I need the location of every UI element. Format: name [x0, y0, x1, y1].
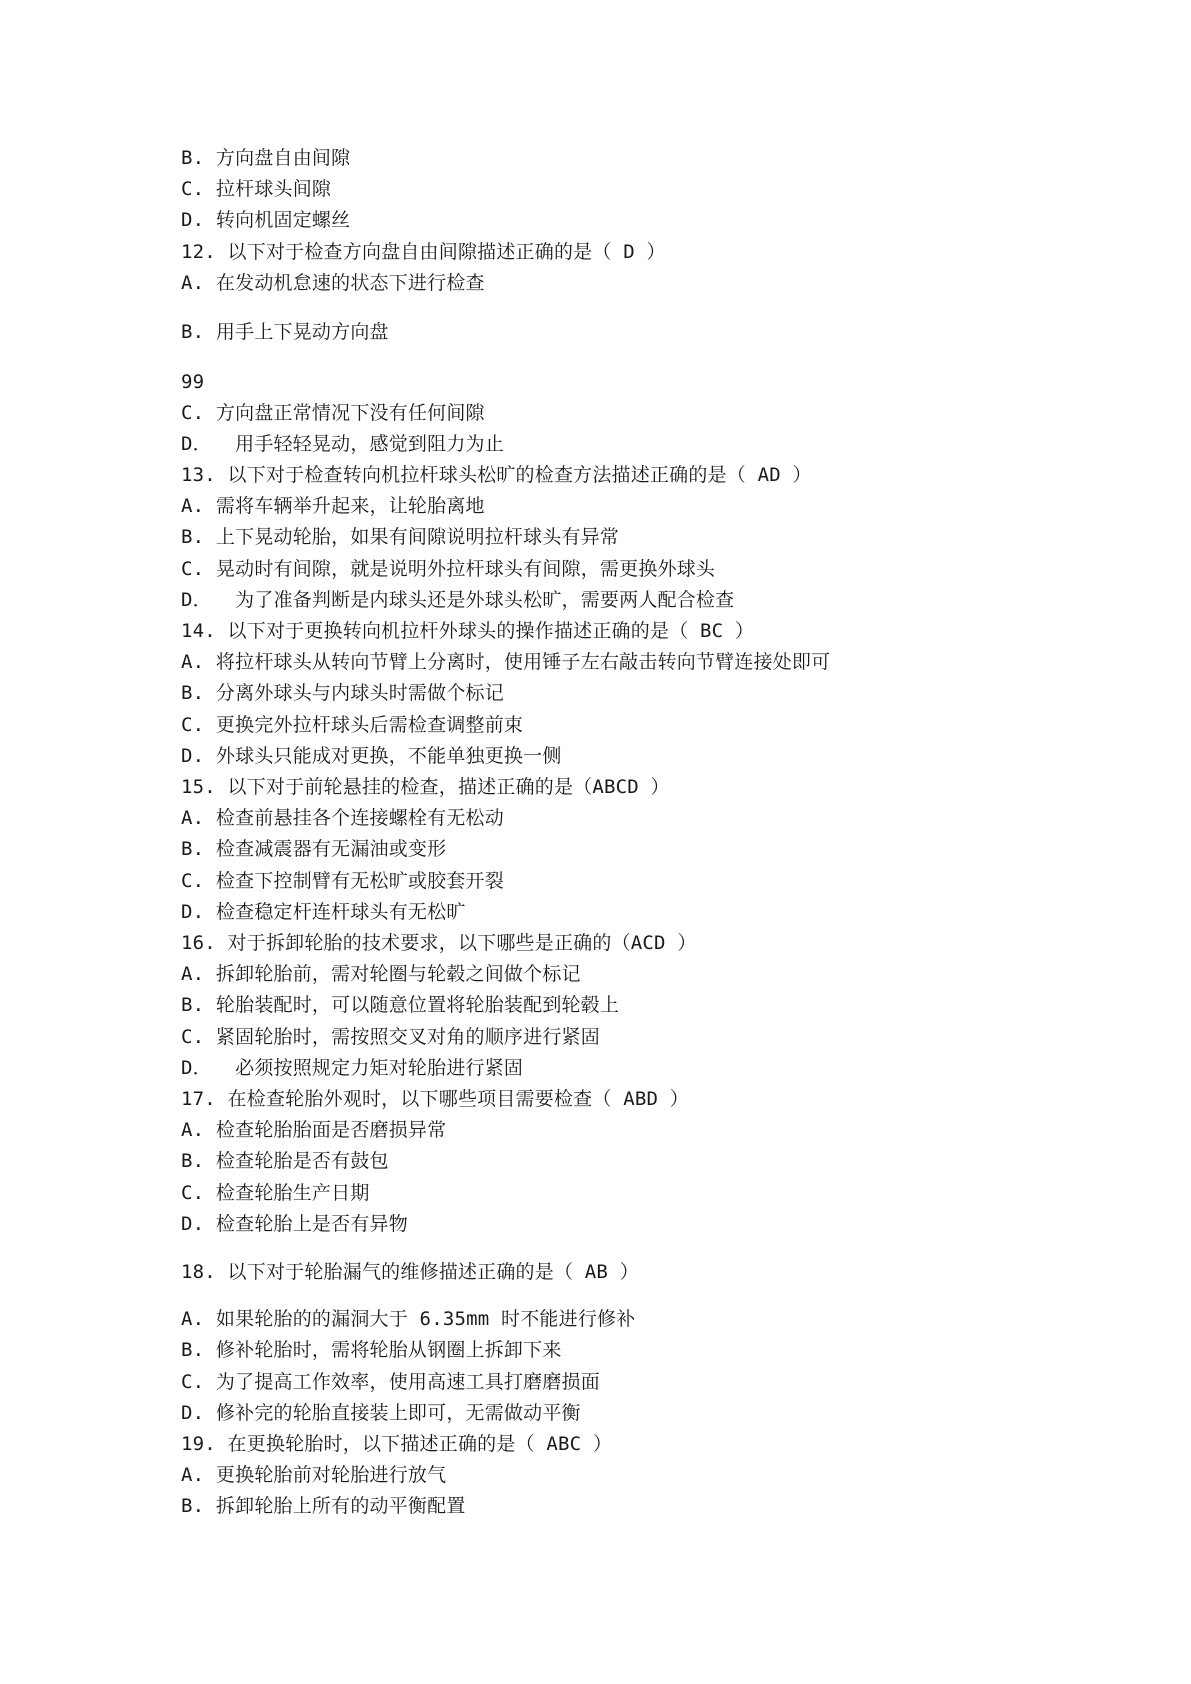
option-line: C. 检查轮胎生产日期 — [181, 1182, 370, 1204]
option-line: C. 检查下控制臂有无松旷或胶套开裂 — [181, 870, 504, 892]
option-line: D. 检查轮胎上是否有异物 — [181, 1213, 408, 1235]
option-line: C. 为了提高工作效率，使用高速工具打磨磨损面 — [181, 1371, 600, 1393]
option-line: A. 需将车辆举升起来，让轮胎离地 — [181, 495, 485, 517]
question-line: 14. 以下对于更换转向机拉杆外球头的操作描述正确的是（ BC ） — [181, 620, 755, 642]
option-line: B. 检查轮胎是否有鼓包 — [181, 1150, 389, 1172]
option-line: A. 在发动机怠速的状态下进行检查 — [181, 272, 485, 294]
option-line: D. 外球头只能成对更换，不能单独更换一侧 — [181, 745, 562, 767]
question-line: 13. 以下对于检查转向机拉杆球头松旷的检查方法描述正确的是（ AD ） — [181, 464, 812, 486]
option-line: A. 检查前悬挂各个连接螺栓有无松动 — [181, 807, 504, 829]
option-line: B. 分离外球头与内球头时需做个标记 — [181, 682, 504, 704]
option-line: C. 方向盘正常情况下没有任何间隙 — [181, 402, 485, 424]
question-line: 19. 在更换轮胎时，以下描述正确的是（ ABC ） — [181, 1433, 613, 1455]
option-line: A. 更换轮胎前对轮胎进行放气 — [181, 1464, 447, 1486]
question-line: 18. 以下对于轮胎漏气的维修描述正确的是（ AB ） — [181, 1261, 639, 1283]
option-line: B. 修补轮胎时，需将轮胎从钢圈上拆卸下来 — [181, 1339, 562, 1361]
option-line: D. 修补完的轮胎直接装上即可，无需做动平衡 — [181, 1402, 581, 1424]
option-line: C. 拉杆球头间隙 — [181, 178, 332, 200]
option-line: D． 用手轻轻晃动，感觉到阻力为止 — [181, 433, 504, 455]
option-line: B. 用手上下晃动方向盘 — [181, 321, 389, 343]
option-line: B. 检查减震器有无漏油或变形 — [181, 838, 447, 860]
option-line: C. 晃动时有间隙，就是说明外拉杆球头有间隙，需更换外球头 — [181, 558, 716, 580]
option-line: A. 拆卸轮胎前，需对轮圈与轮毂之间做个标记 — [181, 963, 581, 985]
option-line: B. 方向盘自由间隙 — [181, 147, 351, 169]
question-line: 12. 以下对于检查方向盘自由间隙描述正确的是（ D ） — [181, 241, 666, 263]
option-line: B. 拆卸轮胎上所有的动平衡配置 — [181, 1495, 466, 1517]
option-line: D． 为了准备判断是内球头还是外球头松旷，需要两人配合检查 — [181, 589, 735, 611]
option-line: C. 更换完外拉杆球头后需检查调整前束 — [181, 714, 524, 736]
option-line: B. 上下晃动轮胎，如果有间隙说明拉杆球头有异常 — [181, 526, 620, 548]
document-page — [181, 0, 1141, 1684]
question-line: 16. 对于拆卸轮胎的技术要求，以下哪些是正确的（ACD ） — [181, 932, 697, 954]
question-line: 17. 在检查轮胎外观时，以下哪些项目需要检查（ ABD ） — [181, 1088, 689, 1110]
option-line: A. 将拉杆球头从转向节臂上分离时，使用锤子左右敲击转向节臂连接处即可 — [181, 651, 831, 673]
page-number: 99 — [181, 371, 205, 393]
option-line: A. 检查轮胎胎面是否磨损异常 — [181, 1119, 447, 1141]
option-line: A. 如果轮胎的的漏洞大于 6.35mm 时不能进行修补 — [181, 1308, 636, 1330]
option-line: D. 检查稳定杆连杆球头有无松旷 — [181, 901, 466, 923]
option-line: D. 转向机固定螺丝 — [181, 209, 351, 231]
option-line: D． 必须按照规定力矩对轮胎进行紧固 — [181, 1057, 524, 1079]
question-line: 15. 以下对于前轮悬挂的检查，描述正确的是（ABCD ） — [181, 776, 670, 798]
option-line: B. 轮胎装配时，可以随意位置将轮胎装配到轮毂上 — [181, 994, 620, 1016]
option-line: C. 紧固轮胎时，需按照交叉对角的顺序进行紧固 — [181, 1026, 600, 1048]
